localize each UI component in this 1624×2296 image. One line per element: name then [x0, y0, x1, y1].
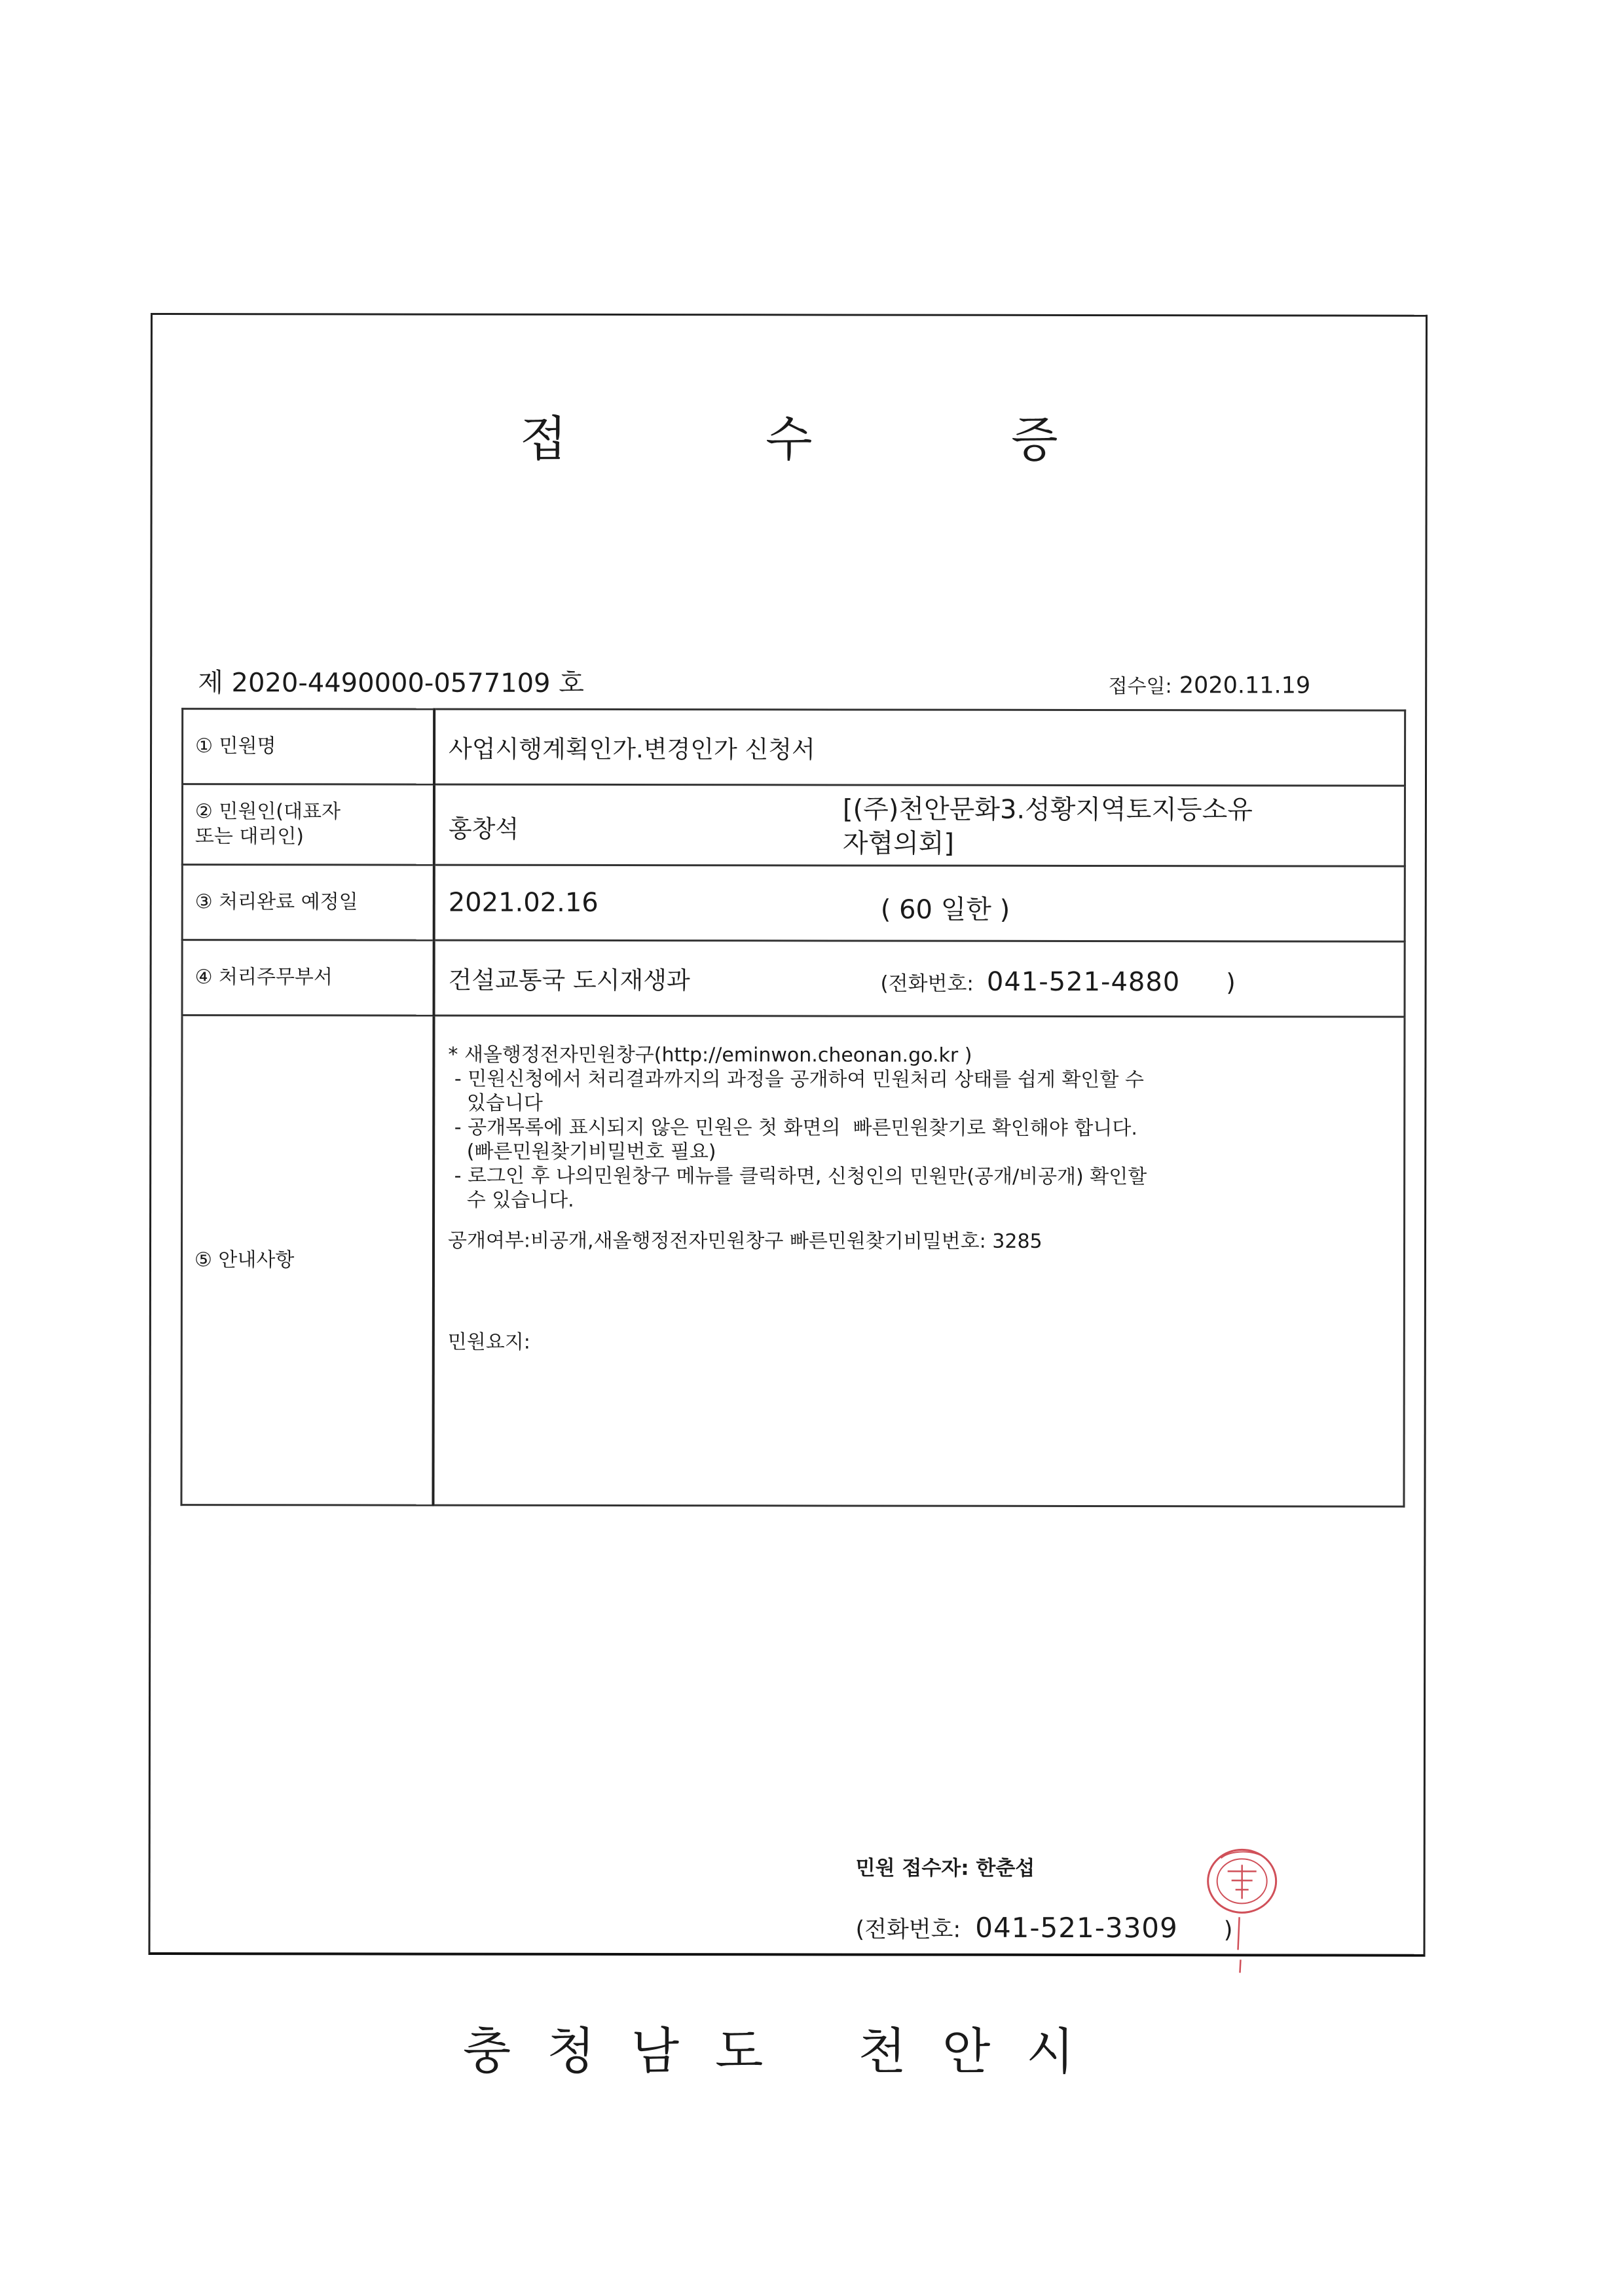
due-date-value-cell: [434, 865, 1405, 941]
due-date-value: 2021.02.16: [448, 887, 599, 918]
department-tel: [881, 967, 1236, 998]
guide-label: ⑤ 안내사항: [181, 1015, 434, 1506]
receiver-tel: [856, 1912, 1233, 1945]
processing-days: ( 60 일한 ): [880, 894, 1010, 925]
department-value-cell: [434, 940, 1405, 1017]
applicant-label-line2: 또는 대리인): [194, 825, 304, 848]
row-applicant: [182, 784, 1405, 867]
department-value: 건설교통국 도시재생과: [448, 966, 690, 995]
issuer-city: 천안시: [858, 2022, 1111, 2081]
applicant-name: 홍창석: [448, 814, 519, 843]
receiver-tel-close: ): [1223, 1917, 1233, 1944]
guide-line-4: - 공개목록에 표시되지 않은 민원은 첫 화면의 빠른민원찾기로 확인해야 합니다.: [448, 1116, 1137, 1140]
issuer-province: 충청남도: [462, 2021, 800, 2081]
petition-name-value: 사업시행계획인가.변경인가 신청서: [434, 709, 1405, 786]
guide-line-7: 수 있습니다.: [448, 1188, 574, 1212]
seal-stamp-icon: [1201, 1838, 1286, 1989]
department-tel-close: ): [1226, 968, 1236, 997]
guide-line-3: 있습니다: [448, 1091, 543, 1115]
department-tel-label: (전화번호:: [880, 972, 974, 996]
receipt-table: [180, 708, 1406, 1508]
receipt-date: [1109, 670, 1311, 699]
receipt-date-value: 2020.11.19: [1179, 672, 1311, 699]
petition-summary-label: 민원요지:: [447, 1330, 530, 1354]
applicant-org-line2: 자협의회]: [842, 828, 955, 859]
receiver-tel-label: (전화번호:: [855, 1916, 961, 1943]
receiver-label: 민원 접수자:: [855, 1856, 969, 1880]
due-date-label: ③ 처리완료 예정일: [182, 865, 434, 941]
receiver-tel-number: 041-521-3309: [975, 1911, 1178, 1944]
guide-line-1: * 새올행정전자민원창구(http://eminwon.cheonan.go.kr ): [448, 1043, 972, 1067]
receiver-name: 한춘섭: [976, 1856, 1035, 1880]
guide-value-cell: [433, 1015, 1405, 1506]
row-petition-name: [182, 709, 1405, 786]
guide-line-2: - 민원신청에서 처리결과까지의 과정을 공개하여 민원처리 상태를 쉽게 확인할 수: [448, 1067, 1144, 1092]
applicant-label-line1: ② 민원인(대표자: [194, 800, 341, 824]
petition-name-label: ① 민원명: [182, 709, 434, 785]
receipt-frame: [148, 313, 1427, 2081]
document-title: 접 수 증: [519, 410, 1150, 469]
row-guide: [181, 1015, 1405, 1507]
applicant-organization: [843, 792, 1253, 861]
applicant-value: [434, 784, 1405, 866]
disclosure-status: 공개여부:비공개,새올행정전자민원창구 빠른민원찾기비밀번호: 3285: [447, 1229, 1043, 1253]
receipt-date-label: 접수일:: [1108, 675, 1172, 699]
applicant-org-line1: [(주)천안문화3.성황지역토지등소유: [842, 794, 1253, 826]
department-tel-number: 041-521-4880: [986, 966, 1181, 998]
receipt-number: 제 2020-4490000-0577109 호: [198, 668, 584, 699]
department-label: ④ 처리주무부서: [182, 940, 434, 1016]
issuer: [150, 2011, 1423, 2084]
row-department: [182, 940, 1405, 1017]
row-due-date: [182, 865, 1405, 942]
guide-line-5: (빠른민원찾기비밀번호 필요): [448, 1140, 716, 1164]
applicant-label: [182, 784, 434, 866]
guide-line-6: - 로그인 후 나의민원창구 메뉴를 클릭하면, 신청인의 민원만(공개/비공개) 확인할: [448, 1164, 1147, 1189]
receiver: [856, 1851, 1035, 1881]
